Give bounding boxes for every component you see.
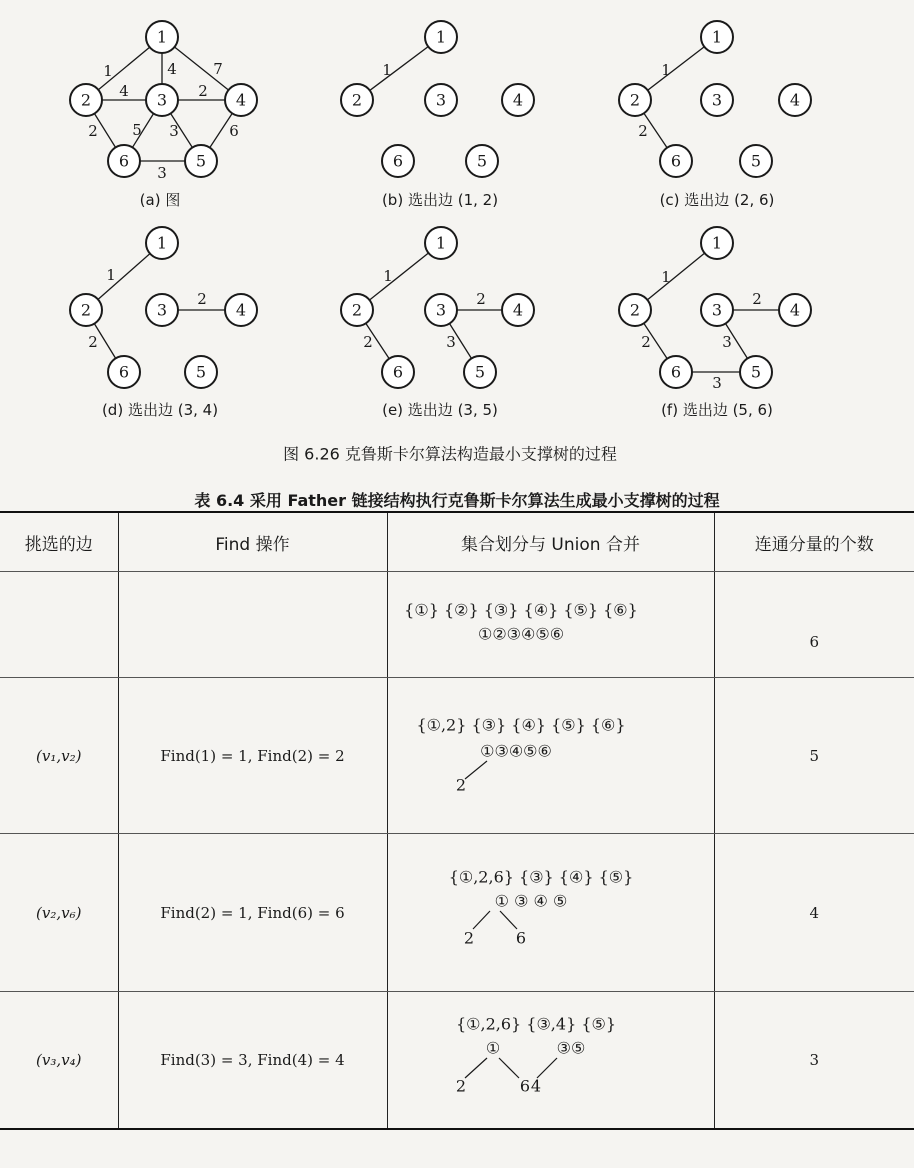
set-partition: {①} {②} {③} {④} {⑤} {⑥} [403,600,638,619]
set-partition: {①,2,6} {③,4} {⑤} [455,1014,616,1034]
panel-e-graph [341,227,534,419]
node-4 [225,84,257,116]
node-5 [740,356,772,388]
svg-text:1: 1 [156,233,168,253]
header-count: 连通分量的个数 [714,512,914,572]
panel-f-graph [619,227,811,419]
svg-text:5: 5 [474,362,486,382]
node-3 [425,294,457,326]
svg-text:5: 5 [195,151,207,171]
table-title: 表 6.4 采用 Father 链接结构执行克鲁斯卡尔算法生成最小支撑树的过程 [194,491,720,510]
node-1 [701,21,733,53]
count-cell: 4 [714,834,914,992]
node-4 [225,294,257,326]
node-2 [341,84,373,116]
svg-text:6: 6 [392,151,404,171]
node-4 [502,294,534,326]
panel-d-graph [70,227,257,419]
tree-child: 4 [530,1076,541,1096]
union-diagram [391,711,711,801]
svg-text:2: 2 [80,90,92,110]
count-cell: 3 [714,992,914,1129]
node-4 [779,294,811,326]
node-4 [502,84,534,116]
panel-a-graph [70,21,257,209]
node-6 [108,145,140,177]
find-cell [118,572,387,678]
panel-c-graph [619,21,811,209]
table-row [0,572,914,678]
tree-edge [537,1058,557,1078]
node-2 [70,294,102,326]
weight-label: 2 [88,333,98,351]
node-3 [146,294,178,326]
edge-cell [0,572,118,678]
count-cell: 5 [714,678,914,834]
find-cell: Find(3) = 3, Find(4) = 4 [118,992,387,1129]
tree-edge [465,761,487,779]
node-1 [425,21,457,53]
node-2 [619,84,651,116]
weight-label: 1 [661,268,671,286]
node-6 [382,356,414,388]
svg-text:5: 5 [195,362,207,382]
root-nodes: ①③④⑤⑥ [479,741,552,760]
svg-text:1: 1 [156,27,168,47]
svg-text:6: 6 [118,151,130,171]
edge-cell: (v₁,v₂) [0,678,118,834]
panel-d-caption: (d) 选出边 (3, 4) [101,401,219,419]
svg-text:2: 2 [629,300,641,320]
weight-label: 1 [382,61,392,79]
weight-label: 2 [197,290,207,308]
weight-label: 3 [712,374,722,392]
root-nodes: ① [485,1038,500,1058]
weight-label: 2 [476,290,486,308]
svg-text:1: 1 [435,27,447,47]
svg-text:3: 3 [435,300,447,320]
svg-text:3: 3 [711,90,723,110]
panel-c-caption: (c) 选出边 (2, 6) [659,191,775,209]
tree-child: 2 [455,775,466,794]
weight-label: 2 [198,82,208,100]
node-1 [146,21,178,53]
find-cell: Find(1) = 1, Find(2) = 2 [118,678,387,834]
node-1 [146,227,178,259]
svg-text:4: 4 [512,90,524,110]
weight-label: 3 [446,333,456,351]
node-2 [341,294,373,326]
weight-label: 3 [722,333,732,351]
node-5 [740,145,772,177]
node-3 [701,294,733,326]
svg-text:6: 6 [670,362,682,382]
weight-label: 5 [132,121,142,139]
svg-text:5: 5 [750,151,762,171]
tree-edge [465,1058,487,1078]
tree-child: 2 [455,1076,466,1096]
svg-text:3: 3 [711,300,723,320]
table-row [0,678,914,834]
weight-label: 4 [119,82,129,100]
tree-child: 6 [515,928,526,947]
table-header-row [0,512,914,572]
svg-text:1: 1 [711,27,723,47]
node-3 [146,84,178,116]
svg-text:1: 1 [435,233,447,253]
root-nodes: ③⑤ [556,1038,585,1058]
header-find: Find 操作 [118,512,387,572]
node-6 [660,145,692,177]
sets-cell [387,992,714,1129]
node-1 [701,227,733,259]
node-3 [425,84,457,116]
node-5 [466,145,498,177]
node-5 [464,356,496,388]
tree-child: 6 [519,1076,530,1096]
weight-label: 2 [363,333,373,351]
node-3 [701,84,733,116]
tree-child: 2 [463,928,474,947]
svg-text:1: 1 [711,233,723,253]
sets-cell [387,572,714,678]
sets-cell [387,678,714,834]
svg-text:3: 3 [435,90,447,110]
weight-label: 3 [169,122,179,140]
find-cell: Find(2) = 1, Find(6) = 6 [118,834,387,992]
weight-label: 1 [106,266,116,284]
svg-text:6: 6 [118,362,130,382]
weight-label: 2 [88,122,98,140]
union-diagram [391,1012,711,1108]
svg-text:2: 2 [80,300,92,320]
table-row [0,992,914,1129]
svg-text:3: 3 [156,90,168,110]
kruskal-process-table [0,511,914,1130]
tree-edge [473,911,490,929]
sets-cell [387,834,714,992]
weight-label: 2 [638,122,648,140]
edge-cell: (v₃,v₄) [0,992,118,1129]
set-partition: {①,2,6} {③} {④} {⑤} [448,867,633,886]
node-6 [382,145,414,177]
tree-edge [500,911,517,929]
svg-text:2: 2 [351,90,363,110]
node-4 [779,84,811,116]
panel-b-caption: (b) 选出边 (1, 2) [381,191,499,209]
union-diagram [391,590,711,660]
figure-6-26 [0,0,914,468]
table-row [0,834,914,992]
panel-b-graph [341,21,534,209]
root-nodes: ①②③④⑤⑥ [477,624,564,643]
tree-edge [499,1058,519,1078]
node-1 [425,227,457,259]
count-cell: 6 [714,572,914,678]
union-diagram [391,865,711,961]
weight-label: 7 [213,60,223,78]
svg-text:4: 4 [512,300,524,320]
weight-label: 3 [157,164,167,182]
node-6 [660,356,692,388]
weight-label: 1 [383,267,393,285]
weight-label: 1 [661,61,671,79]
svg-text:4: 4 [789,90,801,110]
panel-e-caption: (e) 选出边 (3, 5) [382,401,498,419]
weight-label: 1 [103,62,113,80]
node-5 [185,145,217,177]
svg-text:4: 4 [235,300,247,320]
root-nodes: ① ③ ④ ⑤ [494,891,567,910]
weight-label: 6 [229,122,239,140]
node-6 [108,356,140,388]
set-partition: {①,2} {③} {④} {⑤} {⑥} [415,715,626,734]
svg-text:6: 6 [670,151,682,171]
panel-f-caption: (f) 选出边 (5, 6) [661,401,773,419]
header-sets: 集合划分与 Union 合并 [387,512,714,572]
node-2 [619,294,651,326]
node-5 [185,356,217,388]
weight-label: 4 [167,60,177,78]
panel-a-caption: (a) 图 [139,191,181,209]
edge-cell: (v₂,v₆) [0,834,118,992]
header-edge: 挑选的边 [0,512,118,572]
svg-text:5: 5 [476,151,488,171]
weight-label: 2 [641,333,651,351]
svg-text:2: 2 [629,90,641,110]
svg-text:4: 4 [789,300,801,320]
node-2 [70,84,102,116]
weight-label: 2 [752,290,762,308]
kruskal-figure [0,0,914,468]
svg-text:3: 3 [156,300,168,320]
svg-text:2: 2 [351,300,363,320]
svg-text:4: 4 [235,90,247,110]
svg-text:6: 6 [392,362,404,382]
figure-title: 图 6.26 克鲁斯卡尔算法构造最小支撑树的过程 [283,444,617,464]
svg-text:5: 5 [750,362,762,382]
